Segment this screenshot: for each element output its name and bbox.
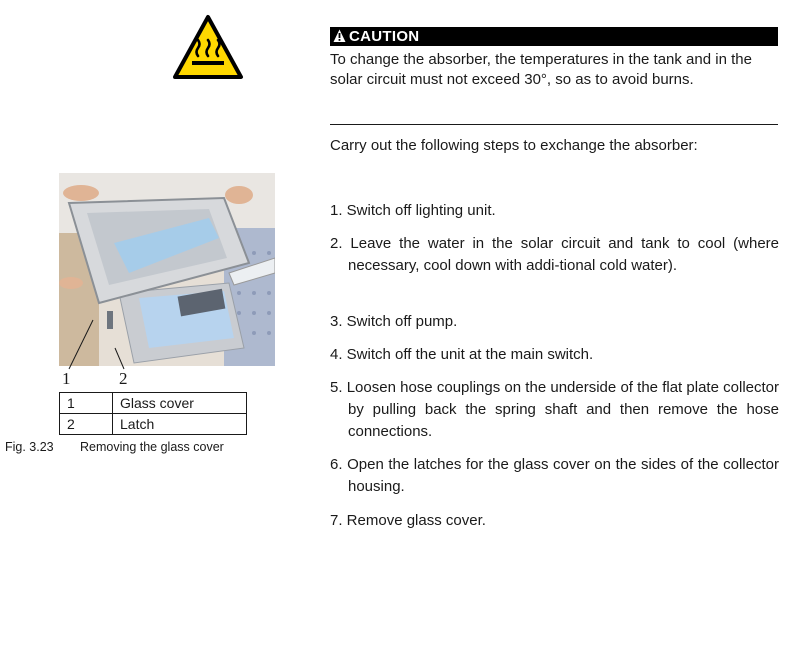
figure-caption [5,440,224,454]
caution-divider [330,124,778,125]
figure-legend-table [59,392,247,435]
caution-text: To change the absorber, the temperatures in the tank and in the solar circuit must not exceed 30°, so as to avoid burns. [330,51,752,88]
figure-number: Fig. 3.23 [5,440,54,454]
hot-surface-warning-icon [172,14,244,80]
step-item: 1. Switch off lighting unit. [330,202,496,219]
intro-paragraph: Carry out the following steps to exchange the absorber: [330,137,698,154]
callout-number-2: 2 [119,369,128,388]
callout-number-1: 1 [62,369,71,388]
step-item: 4. Switch off the unit at the main switch. [330,346,594,363]
caution-header-bar [330,27,778,46]
figure-caption-text: Removing the glass cover [80,440,224,454]
legend-row [60,393,247,414]
callout-leader-lines [59,300,139,380]
caution-label: CAUTION [349,28,420,45]
step-item: 6. Open the latches for the glass cover on the sides of the collector housing. [330,456,779,495]
step-item: 3. Switch off pump. [330,313,458,330]
step-item: 5. Loosen hose couplings on the underside of the flat plate collector by pulling back the spring shaft and then remove the hose connections. [330,379,779,440]
legend-number: 2 [60,414,113,435]
legend-row [60,414,247,435]
legend-number: 1 [60,393,113,414]
step-item: 2. Leave the water in the solar circuit and tank to cool (where necessary, cool down with addi-tional cold water). [330,235,779,274]
caution-triangle-icon [333,29,346,43]
legend-label: Glass cover [113,393,247,414]
step-item: 7. Remove glass cover. [330,512,486,529]
legend-label: Latch [113,414,247,435]
